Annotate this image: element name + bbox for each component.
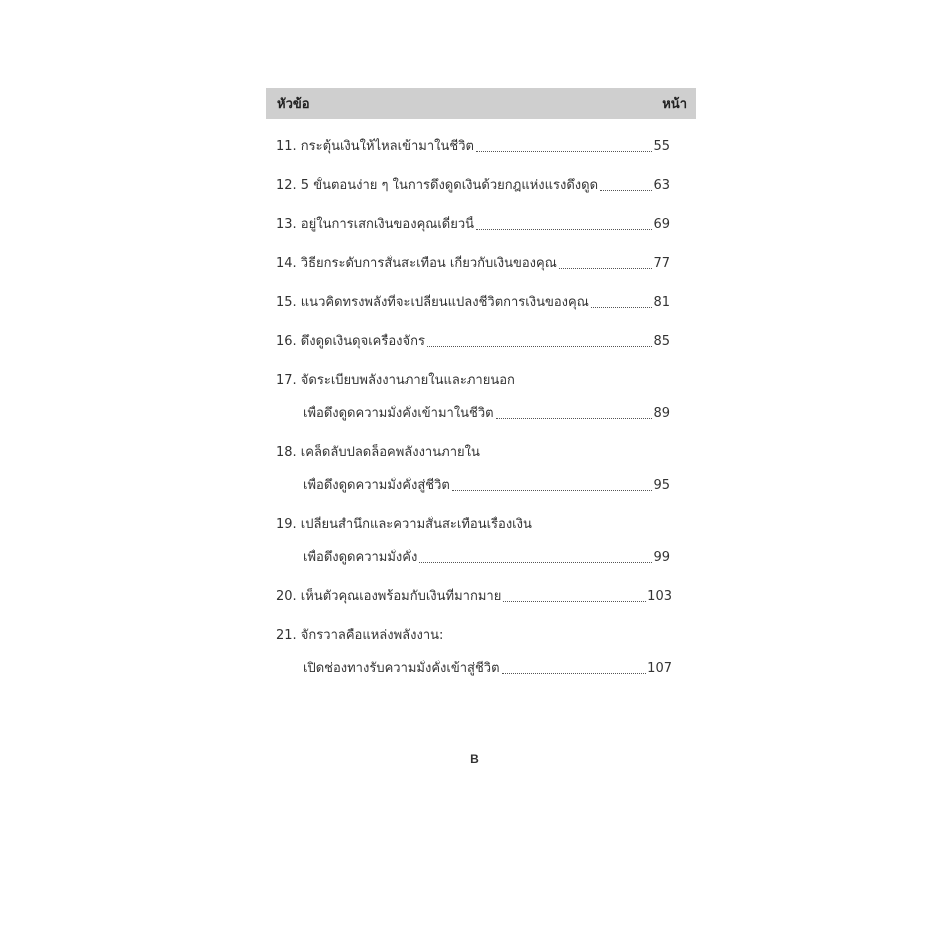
- toc-entry-title: 17. จัดระเบียบพลังงานภายในและภายนอก: [276, 373, 515, 388]
- toc-entry-page: 103: [647, 589, 672, 604]
- dot-leader: [559, 268, 653, 269]
- toc-entry-title: 18. เคล็ดลับปลดล็อคพลังงานภายใน: [276, 445, 480, 460]
- toc-entry-page: 107: [647, 661, 672, 676]
- toc-entry-17[interactable]: [266, 372, 696, 423]
- toc-entry-20[interactable]: [266, 588, 696, 606]
- toc-entry-title: 14. วิธียกระดับการสั่นสะเทือน เกี่ยวกับเงินของคุณ: [276, 256, 557, 271]
- toc-entry-subtitle: เปิดช่องทางรับความมั่งคั่งเข้าสู่ชีวิต: [303, 661, 500, 676]
- dot-leader: [476, 151, 653, 152]
- dot-leader: [496, 418, 653, 419]
- dot-leader: [476, 229, 652, 230]
- toc-entry-subtitle: เพื่อดึงดูดความมั่งคั่งสู่ชีวิต: [303, 478, 450, 493]
- toc-entry-page: 63: [653, 178, 670, 193]
- dot-leader: [591, 307, 653, 308]
- toc-entry-16[interactable]: [266, 333, 696, 351]
- dot-leader: [452, 490, 653, 491]
- toc-entry-title: 11. กระตุ้นเงินให้ไหลเข้ามาในชีวิต: [276, 139, 474, 154]
- toc-entry-title: 21. จักรวาลคือแหล่งพลังงาน:: [276, 628, 444, 643]
- toc-entry-18[interactable]: [266, 444, 696, 495]
- toc-entry-title: 12. 5 ขั้นตอนง่าย ๆ ในการดึงดูดเงินด้วยกฎแห่งแรงดึงดูด: [276, 178, 599, 193]
- toc-entry-21[interactable]: [266, 627, 696, 678]
- dot-leader: [502, 673, 647, 674]
- toc-entry-subtitle: เพื่อดึงดูดความมั่งคั่งเข้ามาในชีวิต: [303, 406, 494, 421]
- toc-entry-12[interactable]: [266, 177, 696, 195]
- toc-entry-page: 89: [653, 406, 670, 421]
- toc-entry-page: 55: [653, 139, 670, 154]
- toc-entry-page: 69: [653, 217, 670, 232]
- dot-leader: [600, 190, 652, 191]
- toc-entry-title: 15. แนวคิดทรงพลังที่จะเปลี่ยนแปลงชีวิตการเงินของคุณ: [276, 295, 589, 310]
- toc-entry-page: 95: [653, 478, 670, 493]
- toc-entry-13[interactable]: [266, 216, 696, 234]
- page-number: B: [470, 752, 479, 766]
- toc-entry-subtitle: เพื่อดึงดูดความมั่งคั่ง: [303, 550, 418, 565]
- page-column-label: หน้า: [662, 97, 687, 112]
- toc-entry-14[interactable]: [266, 255, 696, 273]
- toc-entry-page: 85: [653, 334, 670, 349]
- table-of-contents: [266, 88, 696, 678]
- toc-entry-title: 13. อยู่ในการเสกเงินของคุณเดี๋ยวนี้: [276, 217, 475, 232]
- dot-leader: [503, 601, 646, 602]
- toc-entry-page: 81: [653, 295, 670, 310]
- toc-entry-title: 16. ดึงดูดเงินดุจเครื่องจักร: [276, 334, 425, 349]
- toc-entry-title: 20. เห็นตัวคุณเองพร้อมกับเงินที่มากมาย: [276, 589, 502, 604]
- toc-entry-page: 99: [653, 550, 670, 565]
- toc-entry-11[interactable]: [266, 138, 696, 156]
- dot-leader: [427, 346, 652, 347]
- dot-leader: [419, 562, 652, 563]
- toc-list: [266, 138, 696, 678]
- toc-entry-19[interactable]: [266, 516, 696, 567]
- toc-entry-page: 77: [653, 256, 670, 271]
- toc-header: [266, 88, 696, 119]
- toc-entry-title: 19. เปลี่ยนสำนึกและความสั่นสะเทือนเรื่องเงิน: [276, 517, 532, 532]
- toc-entry-15[interactable]: [266, 294, 696, 312]
- topic-column-label: หัวข้อ: [277, 97, 310, 112]
